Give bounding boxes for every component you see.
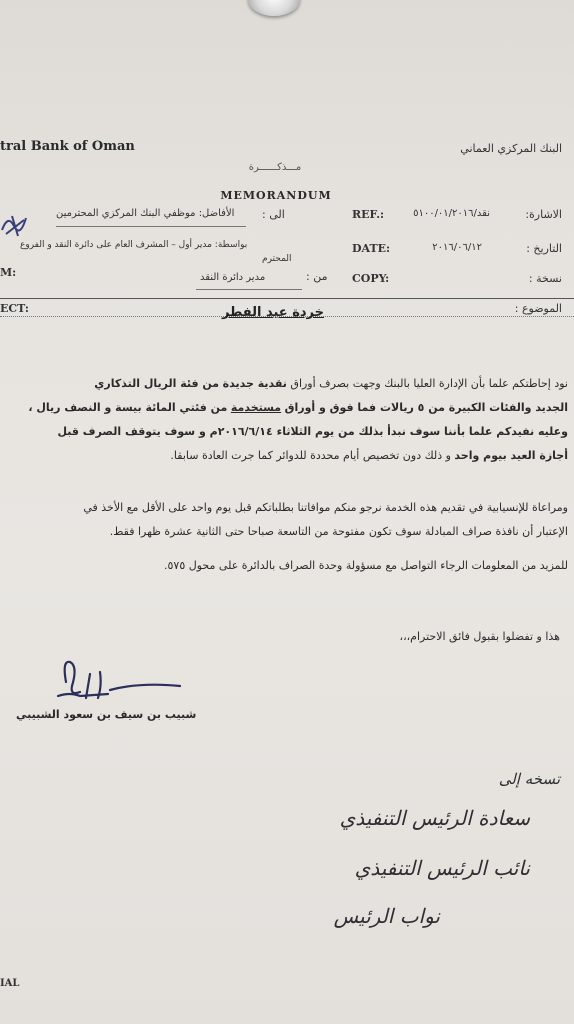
date-value: ٢٠١٦/٠٦/١٢ (432, 242, 482, 253)
via-line-1: بواسطة: مدير أول – المشرف العام على دائرة النقد و الفروع (20, 240, 248, 250)
p1-text-f: من فئتي المائة بيسة و النصف ريال ، (28, 401, 228, 414)
memo-title-en: MEMORANDUM (220, 189, 332, 202)
left-cut-m: M: (0, 266, 17, 279)
p1-line-1 (6, 372, 568, 396)
p1-text-d: الجديد والفئات الكبيرة من ٥ ريالات فما فوق و أوراق (284, 401, 568, 414)
p1-text-e: مستخدمة (230, 401, 282, 414)
from-label: من : (306, 270, 328, 283)
footer-cut-text: IAL (0, 978, 20, 989)
body-paragraph-2 (6, 496, 568, 544)
handwritten-line-3: نواب الرئيس (333, 904, 440, 928)
p1-line-2 (6, 396, 568, 420)
p1-text-h: أجازة العيد بيوم واحد (454, 449, 568, 462)
p1-text-i: و ذلك دون تخصيص أيام محددة للدوائر كما جرت العادة سابقا. (170, 449, 451, 462)
body-paragraph-1 (6, 372, 568, 468)
date-label-ar: التاريخ : (526, 242, 562, 255)
signature-image (50, 652, 200, 712)
p1-text-b: نقدية جديدة (222, 377, 287, 390)
p1-line-3 (6, 420, 568, 444)
ref-label-en: REF.: (352, 208, 385, 221)
p3-line: للمزيد من المعلومات الرجاء التواصل مع مسؤولة وحدة الصراف بالدائرة على محول ٥٧٥. (164, 559, 568, 572)
handwritten-line-2: نائب الرئيس التنفيذي (354, 856, 530, 880)
closing-line: هذا و تفضلوا بقبول فائق الاحترام،،، (399, 630, 560, 643)
body-paragraph-3 (6, 554, 568, 578)
p2-line-1: ومراعاة للإنسيابية في تقديم هذه الخدمة نرجو منكم موافاتنا بطلباتكم قبل يوم واحد على الأقل مع الأخذ في (83, 501, 568, 514)
p1-text-a: نود إحاطتكم علما بأن الإدارة العليا بالبنك وجهت بصرف أوراق (290, 377, 568, 390)
left-cut-ect: ECT: (0, 302, 29, 315)
from-underline (196, 289, 302, 290)
memo-title-ar: مـــذكــــــرة (248, 162, 302, 173)
handwritten-heading: تسخه إلى (498, 770, 560, 788)
p1-line-4 (6, 444, 568, 468)
bank-name-en: tral Bank of Oman (0, 139, 135, 154)
copy-label-en: COPY: (352, 272, 390, 285)
header-separator (0, 298, 574, 299)
p1-text-g: وعليه نفيدكم علما بأننا سوف نبدأ بذلك من يوم الثلاثاء ٢٠١٦/٦/١٤م و سوف يتوقف الصرف قبل (57, 425, 568, 438)
to-label: الى : (262, 208, 285, 221)
ref-value: نقد/٥١٠٠/٠١/٢٠١٦ (413, 208, 490, 219)
to-value: الأفاضل: موظفي البنك المركزي المحترمين (56, 208, 235, 219)
ref-label-ar: الاشارة: (525, 208, 562, 221)
to-underline (56, 226, 246, 227)
date-label-en: DATE: (352, 242, 391, 255)
p2-line-2: الإعتبار أن نافذة صراف المبادلة سوف تكون مفتوحة من التاسعة صباحا حتى الثانية عشرة ظهرا فقط. (109, 525, 568, 538)
via-line-2: المحترم (262, 254, 292, 264)
handwritten-line-1: سعادة الرئيس التنفيذي (339, 806, 530, 830)
paper-clip (248, 0, 300, 16)
subject-title: خردة عيد الفطر (222, 305, 324, 320)
bank-name-ar: البنك المركزي العماني (460, 142, 562, 155)
p1-text-c: من فئة الريال التذكاري (94, 377, 220, 390)
subject-label: الموضوع : (514, 302, 562, 315)
pen-mark-icon (0, 210, 30, 238)
from-value: مدير دائرة النقد (200, 272, 266, 283)
signatory-name: شبيب بن سيف بن سعود الشبيبي (16, 708, 197, 721)
copy-label-ar: نسخة : (528, 272, 562, 285)
